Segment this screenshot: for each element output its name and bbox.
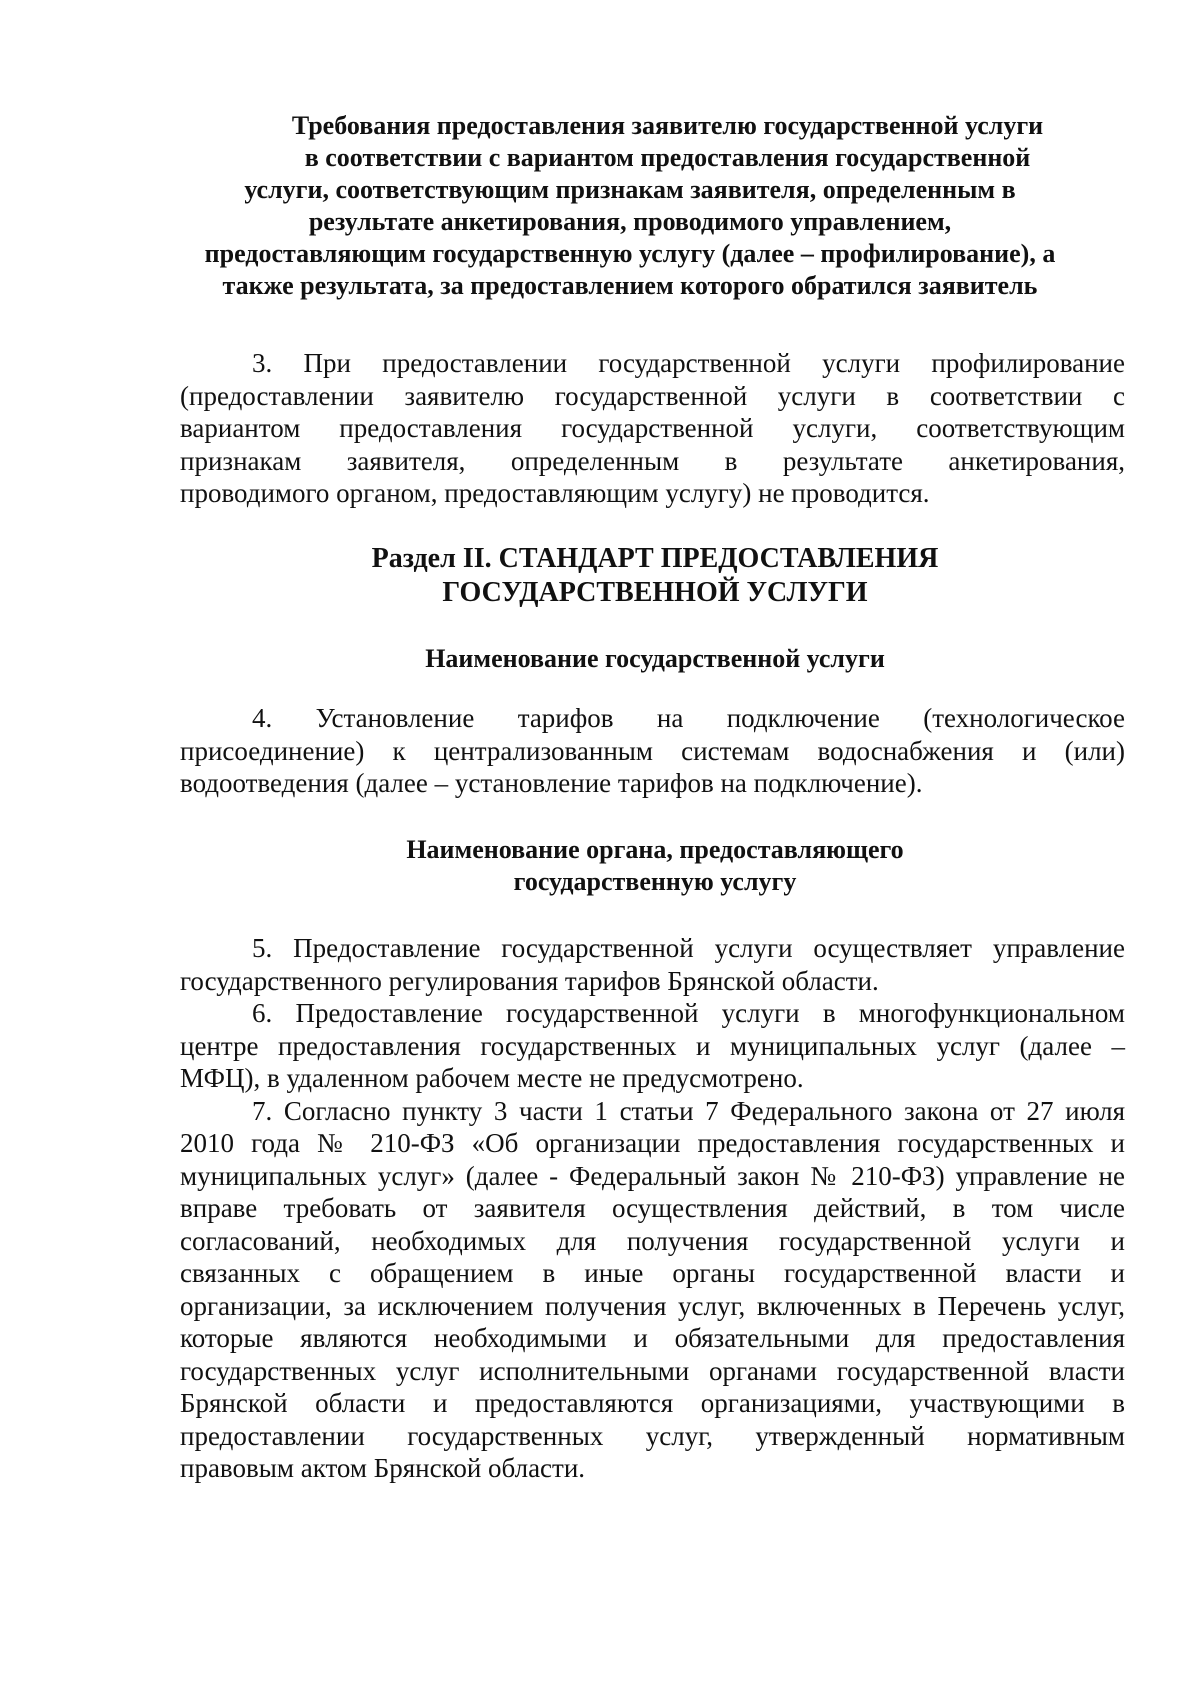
paragraph-line: МФЦ), в удаленном рабочем месте не предусмотрено. [180, 1063, 804, 1093]
paragraph-line: 3. При предоставлении государственной услуги профилирование [252, 348, 1125, 378]
heading-line: Требования предоставления заявителю государственной услуги [291, 111, 1044, 140]
paragraph-line: государственного регулирования тарифов Брянской области. [180, 965, 879, 996]
heading-line: государственную услугу [513, 867, 797, 896]
organ-heading [330, 834, 980, 898]
paragraph-line: вправе требовать от заявителя осуществления действий, в том числе [180, 1193, 1125, 1223]
heading-line: результате анкетирования, проводимого управлением, [308, 207, 952, 236]
service-name-heading [330, 643, 980, 675]
heading-line: услуги, соответствующим признакам заявителя, определенным в [244, 175, 1016, 204]
paragraph-line: проводимого органом, предоставляющим услугу) не проводится. [180, 478, 930, 508]
paragraph-line: Брянской области и предоставляются организациями, участвующими в [180, 1388, 1125, 1418]
paragraph-line: организации, за исключением получения услуг, включенных в Перечень услуг, [180, 1290, 1125, 1321]
paragraph-line: правовым актом Брянской области. [180, 1453, 586, 1483]
paragraph-line: предоставлении государственных услуг, утвержденный нормативным [180, 1420, 1125, 1451]
paragraph-line: вариантом предоставления государственной услуги, соответствующим [180, 413, 1125, 443]
paragraph-line: 4. Установление тарифов на подключение (технологическое [252, 703, 1125, 733]
heading-line: Наименование государственной услуги [425, 644, 885, 673]
heading-line: ГОСУДАРСТВЕННОЙ УСЛУГИ [442, 577, 868, 608]
paragraph-line: которые являются необходимыми и обязательными для предоставления [180, 1323, 1125, 1353]
paragraph-line: 2010 года № 210-ФЗ «Об организации предоставления государственных и [180, 1128, 1125, 1158]
paragraph-line: государственных услуг исполнительными органами государственной власти [180, 1355, 1125, 1386]
paragraph-line: 6. Предоставление государственной услуги в многофункциональном [252, 998, 1125, 1028]
paragraph-line: (предоставлении заявителю государственной услуги в соответствии с [180, 380, 1125, 411]
paragraph-line: 5. Предоставление государственной услуги осуществляет управление [252, 933, 1125, 963]
heading-line: также результата, за предоставлением которого обратился заявитель [222, 271, 1038, 300]
paragraph-line: муниципальных услуг» (далее - Федеральный закон № 210-ФЗ) управление не [180, 1160, 1125, 1191]
paragraph-line: водоотведения (далее – установление тарифов на подключение). [180, 768, 923, 798]
paragraph-line: центре предоставления государственных и муниципальных услуг (далее – [180, 1030, 1125, 1061]
paragraph-3 [180, 347, 1125, 510]
heading-line: Раздел II. СТАНДАРТ ПРЕДОСТАВЛЕНИЯ [371, 543, 939, 574]
paragraph-4 [180, 702, 1125, 800]
heading-line: в соответствии с вариантом предоставления государственной [304, 143, 1031, 172]
paragraph-line: признакам заявителя, определенным в результате анкетирования, [180, 445, 1125, 476]
paragraph-line: согласований, необходимых для получения государственной услуги и [180, 1225, 1125, 1256]
paragraph-line: 7. Согласно пункту 3 части 1 статьи 7 Федерального закона от 27 июля [252, 1095, 1125, 1126]
paragraphs-5-7 [180, 932, 1125, 1485]
paragraph-line: связанных с обращением в иные органы государственной власти и [180, 1258, 1125, 1288]
requirements-heading [150, 110, 1110, 302]
paragraph-line: присоединение) к централизованным системам водоснабжения и (или) [180, 735, 1125, 766]
section-2-heading [330, 542, 980, 610]
heading-line: Наименование органа, предоставляющего [406, 835, 904, 864]
heading-line: предоставляющим государственную услугу (далее – профилирование), а [204, 239, 1056, 268]
